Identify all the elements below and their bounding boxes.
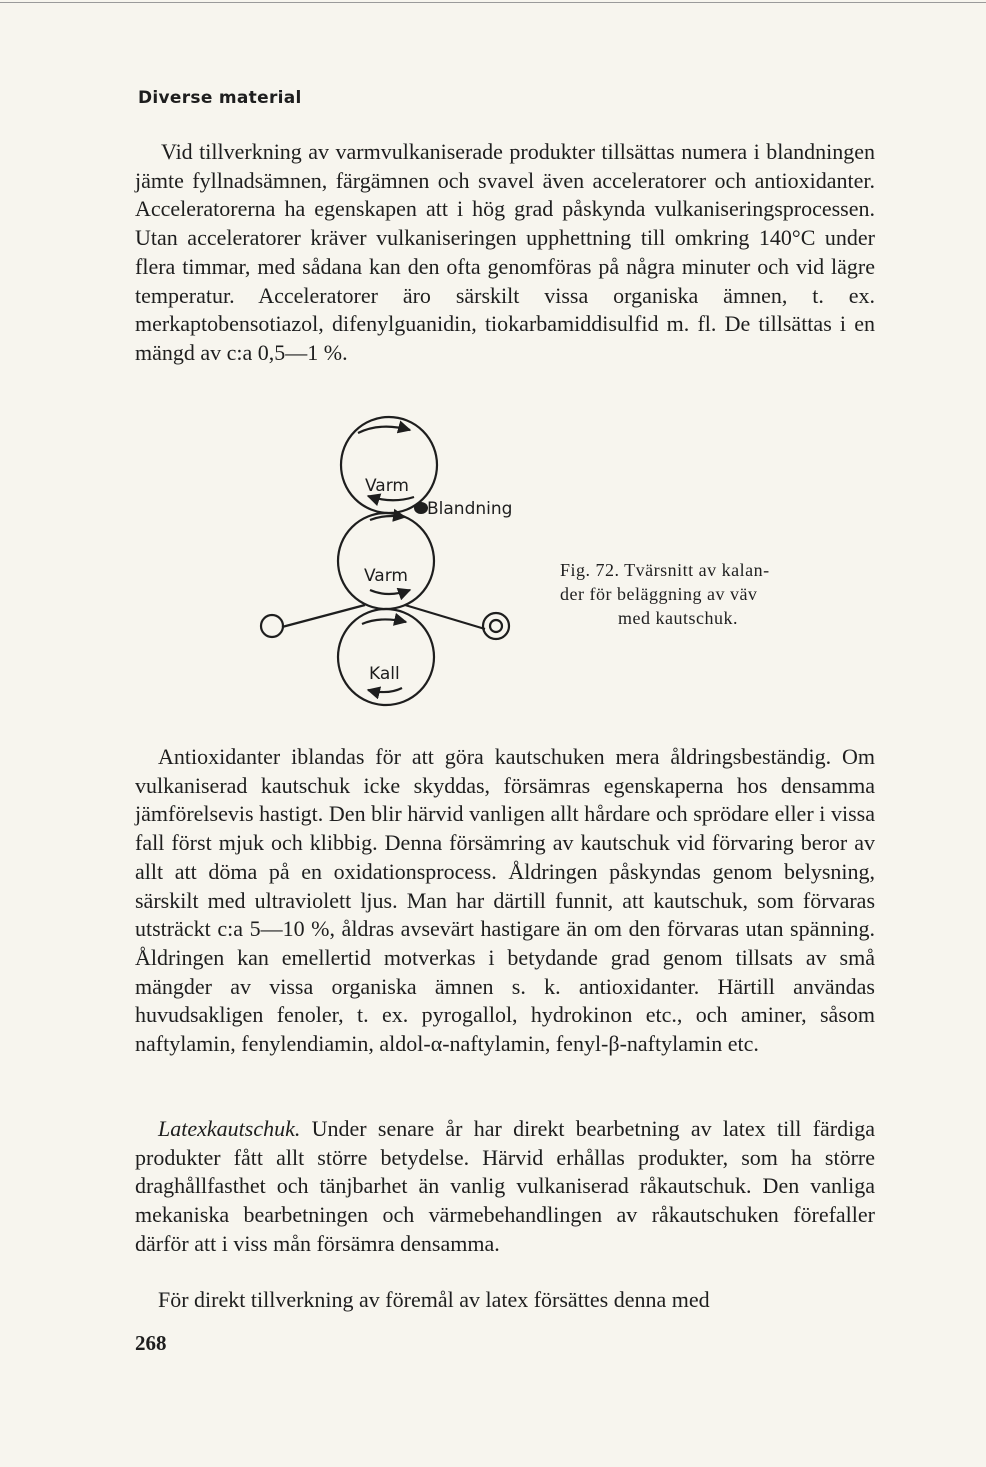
bottom-roll-bottom-arrow [368, 688, 402, 692]
paragraph-accelerators: Vid tillverkning av varmvulkaniserade produkter tillsättas numera i blandningen jämte fyllnadsämnen, färgämnen och svavel även acceleratorer och antioxidanter. Acceleratorerna ha egenskapen att i hög grad påskynda vulkaniseringsprocessen. Utan acceleratorer kräver vulkaniseringen upphettning till omkring 140°C under flera timmar, med sådana kan den ofta genomföras på några minuter och vid lägre temperatur. Acceleratorer äro särskilt vissa organiska ämnen, t. ex. merkaptobensotiazol, difenylguanidin, tiokarbamiddisulfid m. fl. De tillsättas i en mängd av c:a 0,5—1 %. [135, 139, 875, 365]
latex-body: Under senare år har direkt bearbetning av latex till färdiga produkter fått allt större betydelse. Härvid erhållas produkter, som ha större draghållfasthet och tänjbarhet än vanlig vulkaniserad råkautschuk. Den vanliga mekaniska bearbetningen och värmebehandlingen av råkautschuken förefaller därför att i viss mån försämra densamma. [135, 1116, 875, 1256]
bottom-roll [338, 609, 434, 705]
paragraph-antioxidants: Antioxidanter iblandas för att göra kautschuken mera åldringsbeständig. Om vulkaniserad kautschuk icke skyddas, försämras egenskaperna hos densamma jämförelsevis hastigt. Den blir härvid vanligen allt hårdare och sprödare eller i vissa fall först mjuk och klibbig. Denna försämring av kautschuk vid förvaring beror av allt att döma på en oxidationsprocess. Åldringen påskyndas genom belysning, särskilt med ultraviolett ljus. Man har därtill funnit, att kautschuk, som förvaras utsträckt c:a 5—10 %, åldras avsevärt hastigare än om den förvaras utan spänning. Åldringen kan emellertid motverkas i betydande grad genom tillsats av små mängder av vissa organiska ämnen s. k. antioxidanter. Härtill användas huvudsakligen fenoler, t. ex. pyrogallol, hydrokinon etc., och aminer, såsom naftylamin, fenylendiamin, aldol-α-naftylamin, fenyl-β-naftylamin etc. [135, 744, 875, 1057]
roll-middle-label: Varm [364, 566, 408, 586]
middle-roll-top-arrow [370, 516, 405, 520]
caption-line: med kautschuk. [618, 608, 738, 628]
caption-line: Fig. 72. Tvärsnitt av kalan- [560, 560, 770, 580]
left-guide-roller [261, 615, 283, 637]
latex-heading: Latexkautschuk. [158, 1116, 301, 1141]
paragraph-direct-manufacture: För direkt tillverkning av föremål av latex försättes denna med [158, 1287, 710, 1312]
roll-top-label: Varm [365, 476, 409, 496]
mixture-blob [414, 502, 428, 514]
caption-line: der för beläggning av väv [560, 584, 758, 604]
running-header: Diverse material [138, 88, 302, 108]
roll-bottom-label: Kall [369, 664, 400, 684]
page-number: 268 [135, 1331, 167, 1355]
top-roll-bottom-arrow [368, 496, 414, 500]
paragraph-latex [135, 1115, 875, 1259]
bottom-roll-arrow [362, 619, 406, 624]
fabric-out-line [405, 605, 485, 629]
mixture-label: Blandning [427, 499, 513, 519]
top-roll [341, 417, 437, 513]
middle-roll-arrow [370, 590, 410, 594]
figure-caption [560, 558, 860, 630]
right-guide-roller [483, 613, 509, 639]
top-roll-arrow [358, 427, 410, 433]
